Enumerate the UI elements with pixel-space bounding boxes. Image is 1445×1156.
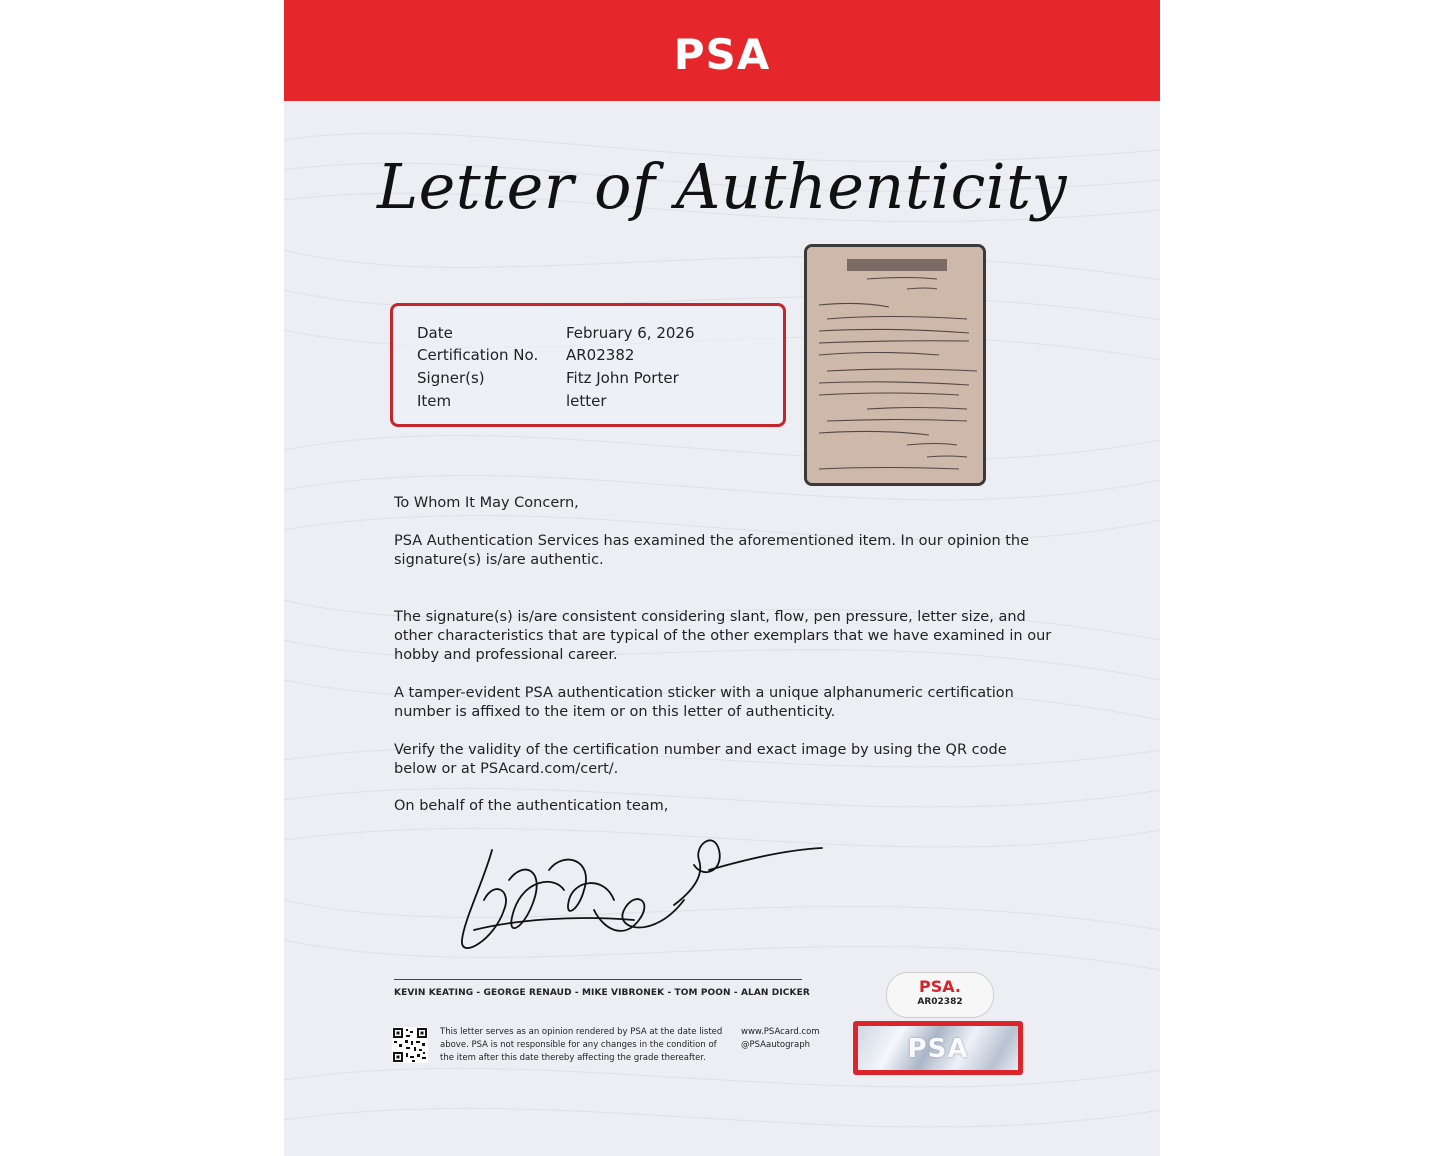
- contact-links: [741, 1026, 820, 1052]
- detail-label: Item: [417, 392, 452, 410]
- authenticator-signature: [454, 820, 824, 970]
- social-handle[interactable]: @PSAautograph: [741, 1040, 811, 1050]
- paragraph-verify: Verify the validity of the certification number and exact image by using the QR code below or at PSAcard.com/cert/.: [394, 742, 1007, 777]
- sticker-psa-logo: PSA.: [918, 977, 961, 996]
- detail-row-date: [417, 324, 695, 342]
- detail-value: Fitz John Porter: [566, 369, 679, 387]
- page-title: Letter of Authenticity: [376, 150, 1068, 223]
- hologram-sticker: [853, 1021, 1023, 1075]
- paragraph-opinion: PSA Authentication Services has examined the aforementioned item. In our opinion the signature(s) is/are authentic.: [394, 533, 1030, 568]
- certificate-details-box: [390, 303, 786, 427]
- sticker-cert-number: AR02382: [917, 997, 963, 1007]
- qr-code: [392, 1027, 428, 1063]
- website-link[interactable]: www.PSAcard.com: [741, 1027, 820, 1037]
- detail-row-item: [417, 392, 607, 410]
- closing-line: On behalf of the authentication team,: [394, 798, 669, 814]
- hologram-foil: [858, 1026, 1018, 1070]
- letter-page: [284, 0, 1160, 1156]
- hologram-psa-logo: PSA: [907, 1034, 969, 1064]
- paragraph-consistency: The signature(s) is/are consistent considering slant, flow, pen pressure, letter size, and other characteristics that are typical of the other exemplars that we have examined in our hobby and professional career.: [394, 609, 1052, 663]
- detail-label: Signer(s): [417, 369, 485, 387]
- paragraph-sticker: A tamper-evident PSA authentication sticker with a unique alphanumeric certification number is affixed to the item or on this letter of authenticity.: [394, 685, 1014, 720]
- psa-logo: PSA: [673, 30, 771, 79]
- item-photo: [804, 244, 986, 486]
- detail-value: letter: [566, 392, 607, 410]
- handwritten-letter-image: [807, 247, 983, 483]
- salutation: To Whom It May Concern,: [394, 495, 579, 511]
- authentication-team-names: KEVIN KEATING - GEORGE RENAUD - MIKE VIBRONEK - TOM POON - ALAN DICKER: [394, 988, 810, 998]
- header-band: [284, 0, 1160, 101]
- detail-label: Certification No.: [417, 346, 539, 364]
- signature-divider: [394, 979, 802, 980]
- detail-row-signer: [417, 369, 679, 387]
- detail-row-certification: [417, 346, 634, 364]
- detail-value: February 6, 2026: [566, 324, 695, 342]
- detail-value: AR02382: [566, 346, 635, 364]
- detail-label: Date: [417, 324, 453, 342]
- cert-sticker: [886, 972, 994, 1018]
- disclaimer-text: This letter serves as an opinion rendered by PSA at the date listed above. PSA is not responsible for any changes in the condition of the item after this date thereby affecting the grade thereafter.: [440, 1027, 723, 1063]
